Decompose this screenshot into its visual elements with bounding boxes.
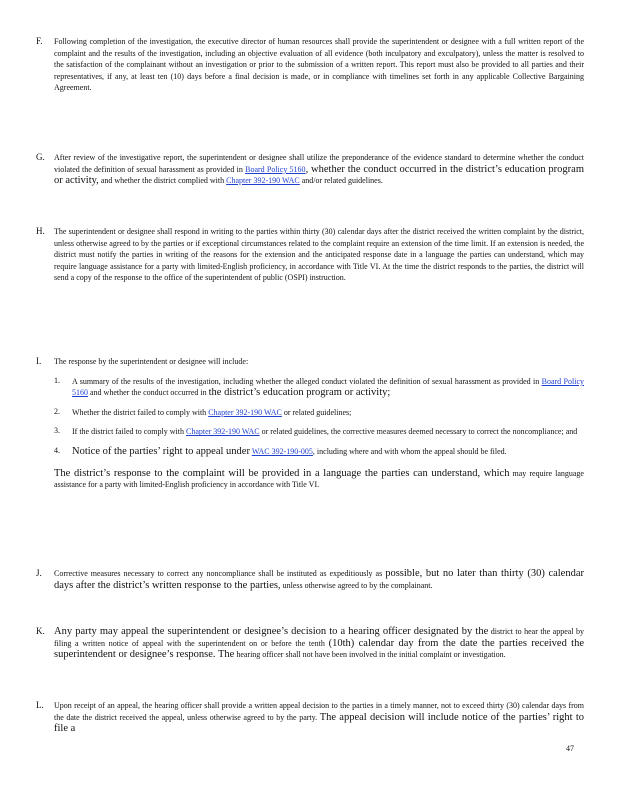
- text-run: and whether the district complied with: [100, 176, 225, 186]
- section-intro: The response by the superintendent or designee will include:: [54, 357, 249, 366]
- section-k: [36, 626, 584, 661]
- text-run: and/or related guidelines.: [301, 176, 383, 186]
- section-j: [36, 568, 584, 591]
- section-text: [54, 152, 584, 187]
- text-run: or related guidelines;: [283, 407, 352, 417]
- text-run: , whether the conduct occurred in the district’s education program or activity,: [54, 163, 585, 187]
- section-letter: F.: [36, 36, 43, 46]
- text-run: Corrective measures necessary to correct any noncompliance shall be instituted as expeditiously as: [54, 569, 383, 578]
- section-i: [36, 356, 584, 491]
- wac-392-190-005-link[interactable]: WAC 392-190-005: [251, 446, 313, 456]
- section-letter: G.: [36, 152, 45, 162]
- section-text: [54, 568, 584, 591]
- text-run: (10th) calendar day from the date the parties received the superintendent or designee’s response. The: [54, 637, 584, 661]
- section-text: [54, 700, 584, 735]
- item-number: 2.: [54, 406, 60, 416]
- text-run: The district’s response to the complaint will be provided in a language the parties can understand, which: [54, 467, 510, 479]
- section-text: Following completion of the investigation, the executive director of human resources shall provide the superintendent or designee with a full written report of the complaint and the results of the investigation, including an objective evaluation of all evidence (both inculpatory and exculpatory), unless the matter is resolved to the satisfaction of the complainant without an investigation or prior to the submission of a written report. This report must also be provided to all parties and their representatives, if any, at least ten (10) days before a final decision is made, or in compliance with timelines set forth in any applicable Collective Bargaining Agreement.: [54, 37, 584, 93]
- item-text: [72, 407, 584, 419]
- text-run: A summary of the results of the investigation, including whether the alleged conduct violated the definition of sexual harassment as provided in: [72, 376, 540, 386]
- section-text: The superintendent or designee shall respond in writing to the parties within thirty (30) calendar days after the district received the written complaint by the district, unless otherwise agreed to by the parties or if exceptional circumstances related to the complaint require an extension of the time limit. If an extension is needed, the district must notify the parties in writing of the reasons for the extension and the anticipated response date in a language the parties can understand, which may require language assistance for a party with limited-English proficiency, in accordance with Title VI. At the time the district responds to the parties, the district will send a copy of the response to the office of the superintendent of public (OSPI) instruction.: [54, 227, 584, 283]
- text-run: unless otherwise agreed to by the complainant.: [282, 580, 433, 590]
- chapter-392-190-wac-link[interactable]: Chapter 392-190 WAC: [226, 176, 300, 186]
- closing-paragraph: [54, 468, 584, 491]
- text-run: After review of the investigative report, the superintendent or designee shall utilize the preponderance of the evidence standard to determine whether the conduct violated the definition of sexual harassment as provided in: [54, 153, 584, 174]
- item-number: 1.: [54, 375, 60, 385]
- section-letter: J.: [36, 568, 42, 578]
- text-run: possible, but no later than thirty (30) calendar days after the district’s written response to the parties,: [54, 568, 585, 591]
- text-run: the district’s education program or activity;: [208, 387, 391, 399]
- text-run: Notice of the parties’ right to appeal under: [72, 445, 250, 457]
- text-run: and whether the conduct occurred in: [90, 388, 207, 398]
- section-f: [36, 36, 584, 94]
- item-number: 4.: [54, 445, 60, 455]
- section-letter: I.: [36, 356, 42, 366]
- list-item: [54, 446, 584, 458]
- list-item: [54, 426, 584, 438]
- list-item: [54, 407, 584, 419]
- text-run: may require language assistance for a party with limited-English proficiency in accordance with Title VI.: [54, 468, 584, 490]
- list-item: [54, 376, 584, 399]
- section-letter: L.: [36, 700, 44, 710]
- text-run: Any party may appeal the superintendent or designee’s decision to a hearing officer designated by the: [54, 626, 489, 637]
- section-letter: K.: [36, 626, 45, 636]
- item-text: [72, 376, 584, 399]
- section-text: [54, 626, 584, 661]
- board-policy-5160-link[interactable]: Board Policy 5160: [72, 376, 584, 398]
- chapter-392-190-wac-link[interactable]: Chapter 392-190 WAC: [185, 427, 260, 437]
- section-h: [36, 226, 584, 284]
- text-run: or related guidelines, the corrective measures deemed necessary to correct the noncompliance; and: [261, 427, 578, 437]
- text-run: hearing officer shall not have been involved in the initial complaint or investigation.: [236, 650, 506, 660]
- board-policy-5160-link[interactable]: Board Policy 5160: [245, 164, 306, 174]
- section-l: [36, 700, 584, 735]
- chapter-392-190-wac-link[interactable]: Chapter 392-190 WAC: [208, 407, 282, 417]
- section-g: [36, 152, 584, 187]
- section-letter: H.: [36, 226, 45, 236]
- text-run: Whether the district failed to comply with: [72, 407, 207, 417]
- item-number: 3.: [54, 426, 60, 436]
- text-run: The appeal decision will include notice of the parties’ right to file a: [54, 711, 585, 735]
- text-run: Upon receipt of an appeal, the hearing officer shall provide a written appeal decision to the parties in a timely manner, not to exceed thirty (30) calendar days from the date the district received the appeal, unless otherwise agreed to by the party.: [54, 701, 584, 722]
- text-run: If the district failed to comply with: [72, 427, 184, 437]
- text-run: district to hear the appeal by filing a written notice of appeal with the superintendent on or before the tenth: [54, 627, 584, 648]
- text-run: , including where and with whom the appeal should be filed.: [312, 446, 507, 456]
- item-text: [72, 426, 584, 438]
- item-text: [72, 446, 584, 458]
- page-number: 47: [566, 744, 574, 753]
